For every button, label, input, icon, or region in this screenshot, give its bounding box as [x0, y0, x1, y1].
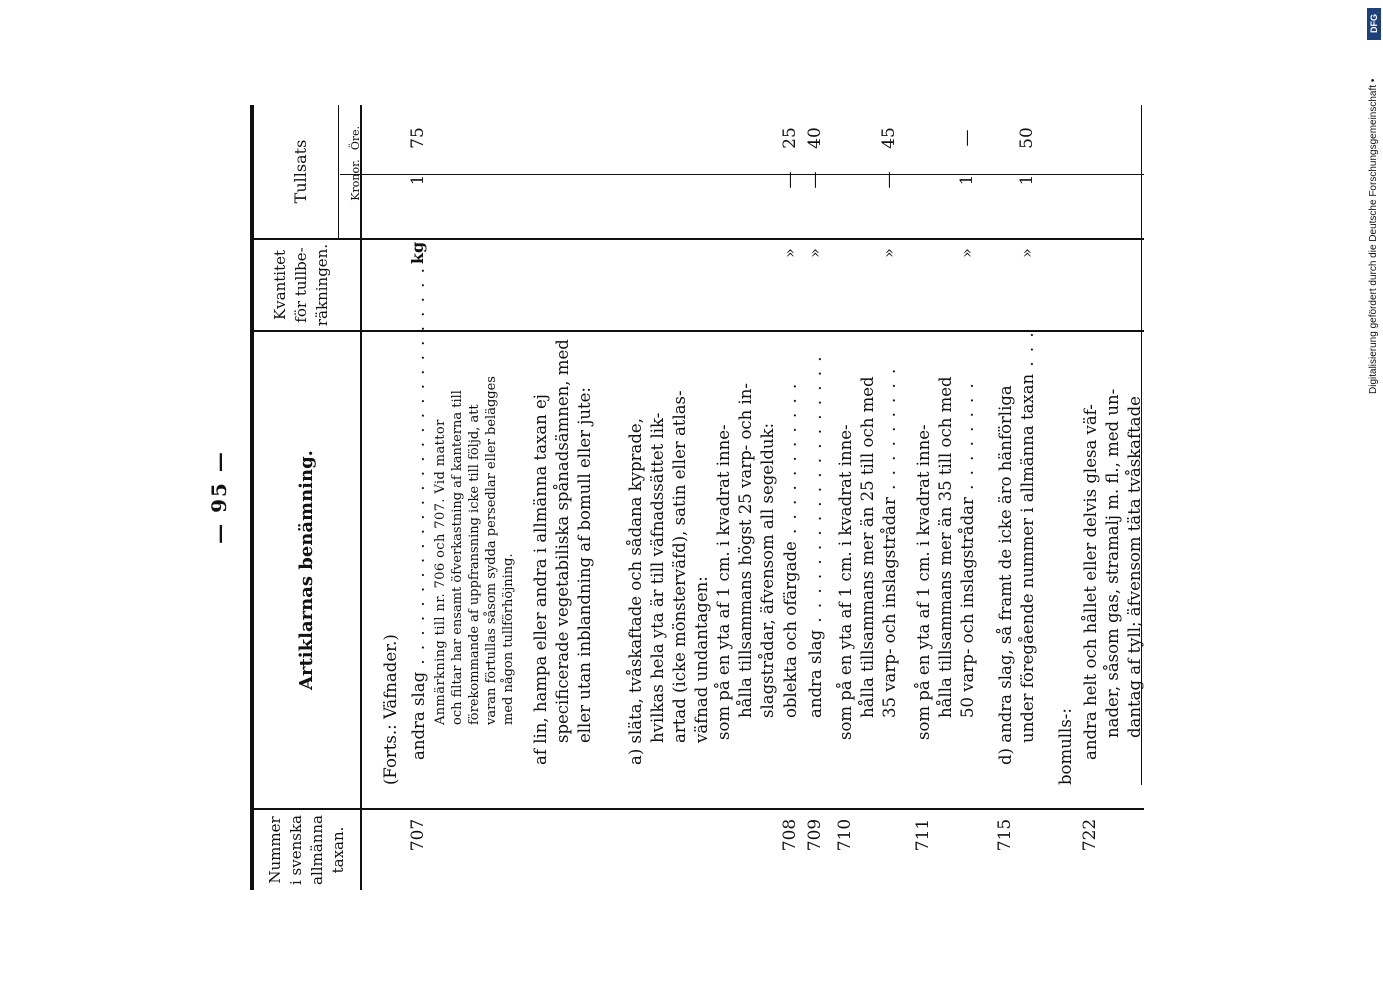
continued-heading: (Forts.: Väfnader.) — [381, 634, 400, 785]
label-707-text: andra slag — [409, 671, 428, 760]
label-709-text: andra slag — [806, 629, 825, 718]
a-paragraph — [625, 390, 713, 765]
number-722: 722 — [1080, 818, 1100, 852]
digitization-credit — [1367, 8, 1381, 393]
text-line: andra helt och hållet eller delvis glesa väf- — [1081, 404, 1100, 760]
label-722 — [1080, 389, 1146, 760]
header-kronor: Kronor. — [349, 159, 362, 201]
ore-707: 75 — [408, 127, 428, 149]
text-line: väfnad undantagen: — [692, 576, 711, 743]
header-number-line: i svenska — [287, 815, 305, 886]
unit-709: » — [805, 248, 824, 258]
ore-710: 45 — [879, 127, 899, 149]
header-number — [265, 810, 349, 890]
kronor-707: 1 — [408, 174, 428, 186]
unit-715: » — [1017, 248, 1036, 258]
header-number-line: allmänna — [308, 815, 326, 885]
leader-dots: . . . . . . . . — [958, 381, 977, 498]
ore-711: — — [957, 129, 977, 147]
bomulls-heading: bomulls-: — [1056, 708, 1075, 785]
kronor-709: — — [805, 171, 825, 189]
label-711 — [913, 376, 979, 740]
text-line: d) andra slag, så framt de icke äro hänförliga — [996, 385, 1015, 765]
label-710 — [835, 367, 901, 740]
kronor-710: — — [879, 171, 899, 189]
unit-711: » — [957, 248, 976, 258]
unit-708: » — [780, 248, 799, 258]
text-line — [1017, 330, 1039, 765]
text-line: som på en yta af 1 cm. i kvadrat inne- — [914, 424, 933, 740]
lin-paragraph — [530, 339, 596, 765]
number-715: 715 — [995, 818, 1015, 852]
unit-710: » — [879, 248, 898, 258]
leader-dots: . . . — [1018, 330, 1037, 374]
text-line: nader, såsom gas, stramalj m. fl., med un- — [1103, 388, 1122, 738]
header-number-line: Nummer — [266, 816, 284, 884]
label-715 — [995, 330, 1039, 765]
leader-dots: . . . . . . . . . . . — [781, 381, 800, 542]
label-708-text: oblekta och ofärgade — [781, 541, 800, 718]
number-708: 708 — [780, 818, 800, 852]
note-line: förekommande af uppfransning icke till följd, att — [467, 404, 482, 725]
text-line: a) släta, tvåskaftade och sådana kyprade, — [626, 418, 645, 765]
label-709 — [805, 355, 827, 718]
note-line: och filtar har ensamt öfverkastning af kanterna till — [450, 390, 465, 725]
ore-709: 40 — [805, 127, 825, 149]
ore-708: 25 — [780, 127, 800, 149]
note-line: Anmärkning till nr. 706 och 707. Vid mattor — [433, 419, 448, 725]
header-quantity — [270, 240, 333, 330]
text-line-part: 50 varp- och inslagstrådar — [958, 497, 977, 718]
text-line: hålla tillsammans mer än 25 till och med — [858, 376, 877, 718]
page-number: — 95 — — [207, 450, 231, 544]
header-ore: Öre. — [349, 125, 362, 151]
note-line: varan förtullas såsom sydda persedlar eller belägges — [484, 376, 499, 725]
leader-dots: . . . . . . . . . — [880, 366, 899, 498]
text-line-part: 35 varp- och inslagstrådar — [880, 497, 899, 718]
leader-dots: . . . . . . . . . . . . . . . . . . . — [806, 354, 825, 630]
number-707: 707 — [408, 818, 428, 852]
credit-text: Digitalisierung gefördert durch die Deutsche Forschungsgemeinschaft • — [1368, 78, 1379, 394]
note-line: med någon tullförhöjning. — [501, 553, 516, 725]
text-line: specificerade vegetabiliska spånadsämnen, med — [553, 339, 572, 743]
remark-note — [432, 376, 517, 725]
header-article: Artiklarnas benämning. — [296, 450, 317, 690]
unit-707: kg — [408, 241, 427, 265]
text-line — [957, 376, 979, 740]
number-710: 710 — [835, 818, 855, 852]
table-top-rule — [250, 105, 254, 890]
header-tariff: Tullsats — [291, 139, 310, 204]
dfg-logo: DFG — [1367, 8, 1381, 40]
text-line: dantag af tyll; äfvensom täta tvåskaftade — [1125, 396, 1144, 738]
kronor-715: 1 — [1017, 174, 1037, 186]
header-quantity-line: för tullbe- — [292, 247, 310, 323]
col-rule-3 — [254, 238, 1144, 240]
leader-dots: . . . . . . . . . . . . . . . . . . . . . . . . . . . . — [409, 266, 428, 672]
text-line: hålla tillsammans högst 25 varp- och in- — [736, 383, 755, 718]
text-line: som på en yta af 1 cm. i kvadrat inne- — [714, 424, 733, 740]
header-bottom-rule — [360, 105, 362, 890]
tariff-subrule — [338, 105, 339, 238]
text-line: af lin, hampa eller andra i allmänna taxan ej — [531, 394, 550, 765]
text-line: artad (icke mönsterväfd), satin eller atlas- — [670, 390, 689, 743]
number-711: 711 — [913, 818, 933, 852]
text-line-part: under föregående nummer i allmänna taxan — [1018, 373, 1037, 743]
text-line: hvilkas hela yta är till väfnadssättet lik- — [648, 412, 667, 743]
header-quantity-line: Kvantitet — [271, 249, 289, 321]
text-line: eller utan inblandning af bomull eller jute: — [575, 387, 594, 743]
kronor-708: — — [780, 171, 800, 189]
label-708 — [780, 382, 802, 718]
header-quantity-line: räkningen. — [313, 243, 331, 327]
ore-715: 50 — [1017, 127, 1037, 149]
label-707 — [408, 266, 430, 760]
number-709: 709 — [805, 818, 825, 852]
text-line: hålla tillsammans mer än 35 till och med — [936, 376, 955, 718]
text-line — [879, 367, 901, 740]
kronor-711: 1 — [957, 174, 977, 186]
text-line: slagstrådar, äfvensom all segelduk: — [758, 422, 777, 718]
text-line: som på en yta af 1 cm. i kvadrat inne- — [836, 424, 855, 740]
header-number-line: taxan. — [329, 826, 347, 874]
som1-paragraph — [713, 383, 779, 740]
